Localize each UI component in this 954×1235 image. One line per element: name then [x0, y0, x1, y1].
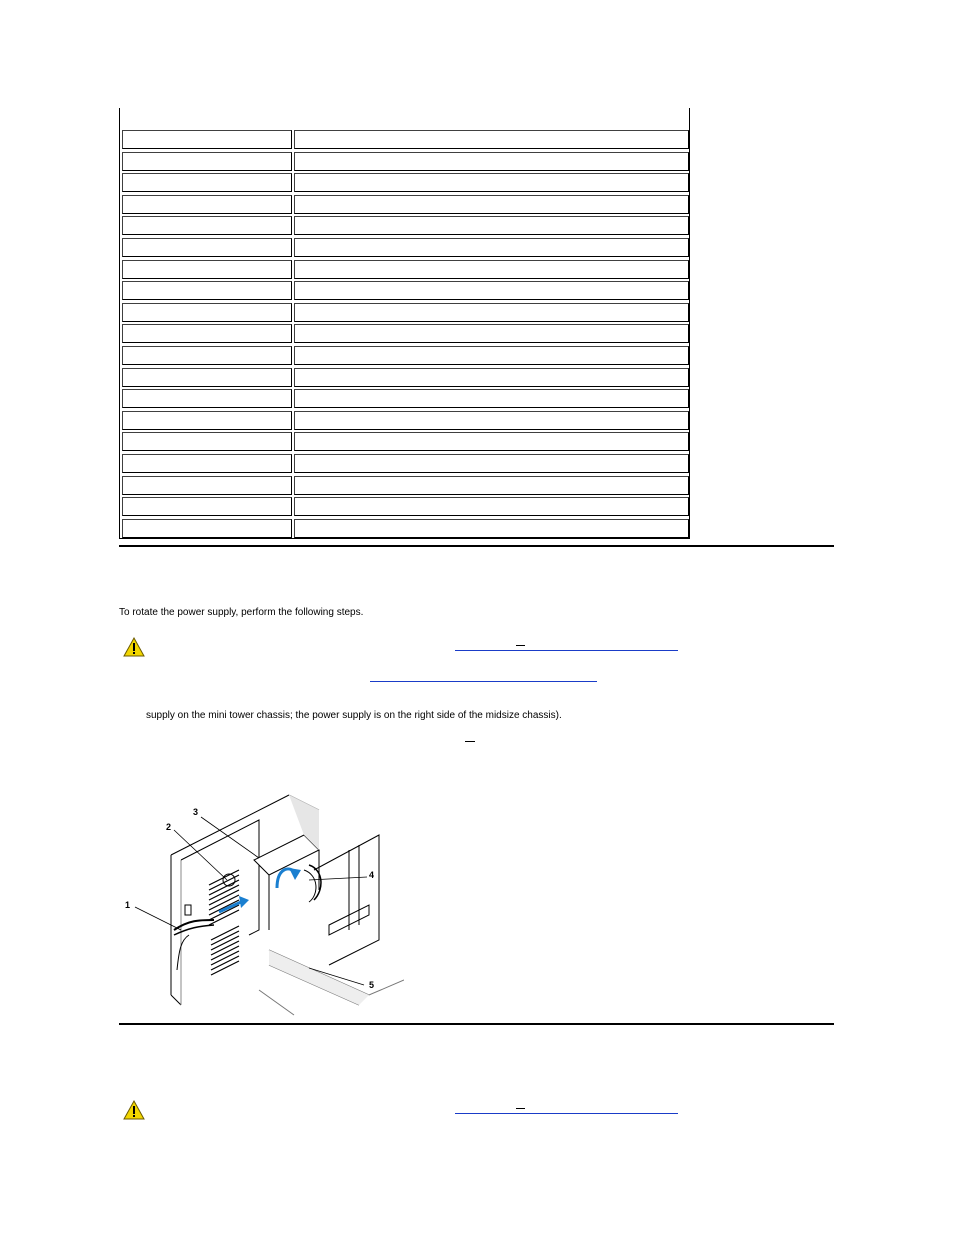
step-text: supply on the mini tower chassis; the power supply is on the right side of the midsize chassis). [146, 710, 562, 721]
table-cell [294, 173, 689, 192]
table-cell [122, 281, 292, 300]
table-cell [122, 476, 292, 495]
table-cell [122, 152, 292, 171]
table-cell [122, 324, 292, 343]
section-divider [119, 545, 834, 547]
table-cell [294, 476, 689, 495]
callout-1: 1 [125, 900, 131, 910]
step-dash [465, 741, 475, 742]
table-row [122, 346, 687, 365]
table-row [122, 432, 687, 451]
caution-triangle-icon [123, 637, 145, 657]
callout-2: 2 [166, 822, 172, 832]
table-row [122, 281, 687, 300]
table-cell [294, 346, 689, 365]
table-cell [294, 519, 689, 538]
table-cell [294, 152, 689, 171]
table-cell [122, 368, 292, 387]
table-cell [122, 238, 292, 257]
table-cell [122, 130, 292, 149]
table-cell [122, 216, 292, 235]
table-row [122, 519, 687, 538]
table-row [122, 411, 687, 430]
table-row [122, 368, 687, 387]
table-row [122, 195, 687, 214]
table-row [122, 173, 687, 192]
table-cell [294, 432, 689, 451]
table-row [122, 130, 687, 149]
table-row [122, 389, 687, 408]
callout-4: 4 [369, 870, 375, 880]
table-cell [122, 497, 292, 516]
table-cell [294, 195, 689, 214]
table-cell [122, 454, 292, 473]
table-cell [122, 260, 292, 279]
table-row [122, 260, 687, 279]
table-cell [122, 303, 292, 322]
callout-5: 5 [369, 980, 375, 990]
table-cell [294, 260, 689, 279]
table-cell [122, 346, 292, 365]
caution-triangle-icon [123, 1100, 145, 1120]
table-cell [294, 324, 689, 343]
link-dash [516, 1108, 525, 1109]
safety-instructions-link[interactable] [455, 1113, 678, 1114]
table-row [122, 216, 687, 235]
safety-instructions-link[interactable] [455, 650, 678, 651]
table-row [122, 476, 687, 495]
table-cell [294, 389, 689, 408]
table-row [122, 238, 687, 257]
table-cell [122, 389, 292, 408]
table-row [122, 454, 687, 473]
table-cell [294, 216, 689, 235]
table-cell [294, 303, 689, 322]
table-cell [294, 497, 689, 516]
table-cell [122, 432, 292, 451]
table-cell [294, 281, 689, 300]
table-cell [122, 411, 292, 430]
table-row [122, 324, 687, 343]
table-cell [294, 368, 689, 387]
table-row [122, 152, 687, 171]
table-cell [294, 238, 689, 257]
link-dash [516, 645, 525, 646]
table-cell [122, 195, 292, 214]
intro-paragraph: To rotate the power supply, perform the following steps. [119, 607, 364, 618]
table-cell [122, 519, 292, 538]
table-cell [122, 173, 292, 192]
table-cell [294, 411, 689, 430]
table-cell [294, 130, 689, 149]
power-supply-rotation-figure [119, 790, 404, 1025]
table-row [122, 497, 687, 516]
table-cell [294, 454, 689, 473]
specification-table [119, 108, 690, 539]
table-row [122, 303, 687, 322]
callout-3: 3 [193, 807, 199, 817]
section-divider-2 [119, 1023, 834, 1025]
step-link[interactable] [370, 681, 597, 682]
